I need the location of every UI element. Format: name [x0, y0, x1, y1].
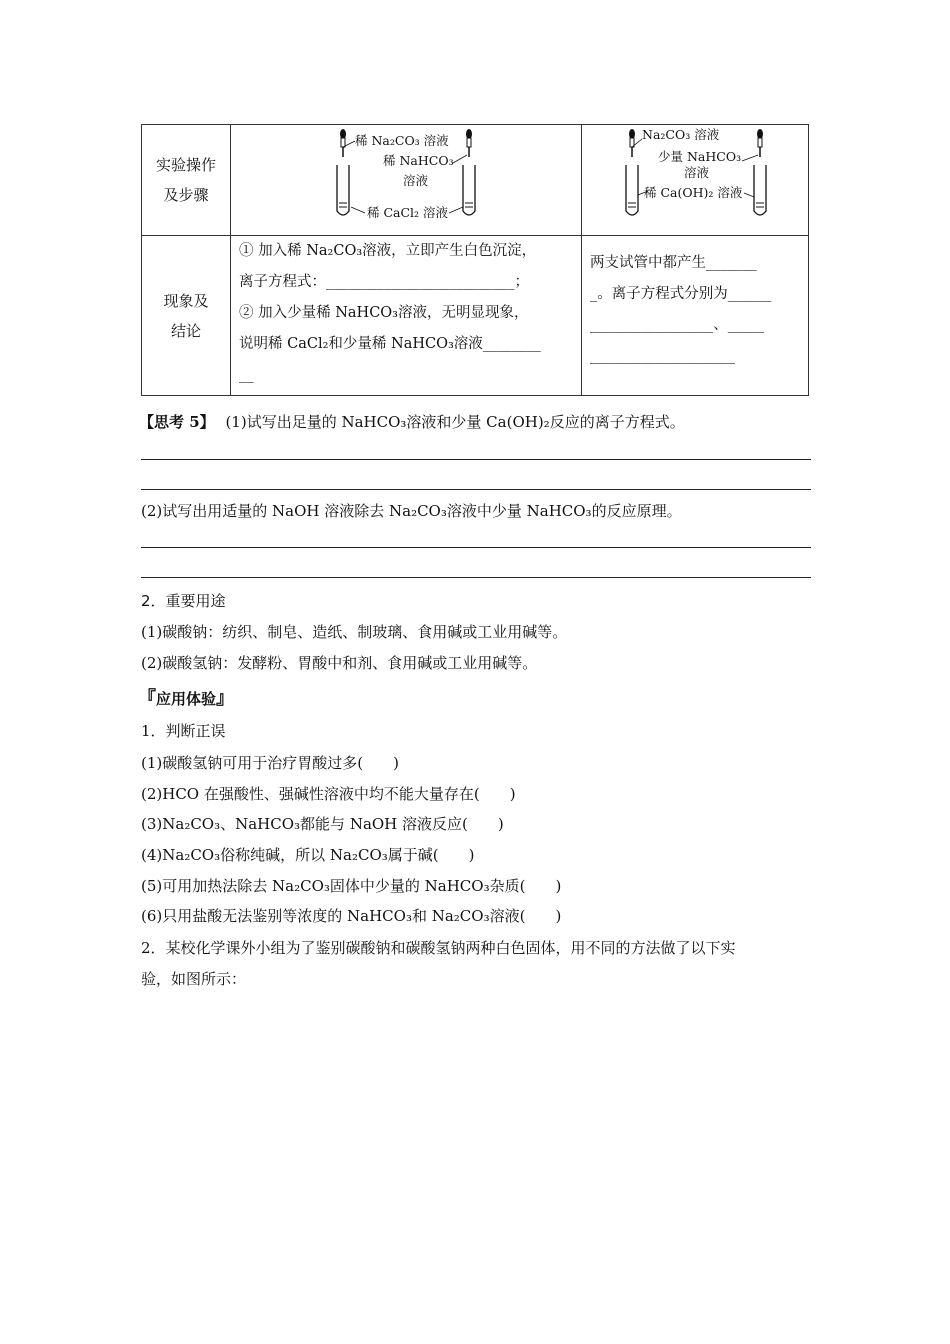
result-line: 说明稀 CaCl₂和少量稀 NaHCO₃溶液________ — [239, 336, 541, 352]
judge-item: (1)碳酸氢钠可用于治疗胃酸过多( ) — [141, 754, 399, 772]
answer-line — [141, 547, 811, 548]
uses-item: (1)碳酸钠：纺织、制皂、造纸、制玻璃、食用碱或工业用碱等。 — [141, 623, 568, 641]
result-line: __ — [239, 367, 254, 383]
result-line: _。离子方程式分别为______ — [590, 286, 772, 302]
answer-line — [141, 577, 811, 578]
caoh2-result-cell — [582, 236, 809, 396]
result-line: ② 加入少量稀 NaHCO₃溶液，无明显现象， — [239, 305, 529, 321]
right-test-tube-icon — [463, 165, 475, 215]
judge-item: (6)只用盐酸无法鉴别等浓度的 NaHCO₃和 Na₂CO₃溶液( ) — [141, 907, 562, 925]
left-dropper-icon — [340, 129, 346, 157]
right-dropper-icon — [466, 129, 472, 157]
label-caoh2: 稀 Ca(OH)₂ 溶液 — [644, 185, 743, 200]
label-solution: 溶液 — [403, 173, 429, 188]
section-title-text: 应用体验 — [156, 690, 217, 708]
phenomenon-header-line2: 结论 — [170, 321, 201, 340]
figure-cell-caoh2 — [582, 125, 809, 236]
judge-item: (5)可用加热法除去 Na₂CO₃固体中少量的 NaHCO₃杂质( ) — [141, 877, 562, 895]
phenomenon-header-line1: 现象及 — [163, 291, 209, 310]
operation-header-line1: 实验操作 — [155, 156, 216, 174]
experiment-table — [141, 124, 809, 396]
table-row-operation — [142, 125, 809, 236]
phenomenon-header — [142, 236, 231, 396]
right-test-tube-icon — [754, 165, 766, 215]
left-dropper-icon — [629, 129, 635, 157]
judge-item: (4)Na₂CO₃俗称纯碱，所以 Na₂CO₃属于碱( ) — [141, 846, 475, 864]
question2-line: 2．某校化学课外小组为了鉴别碳酸钠和碳酸氢钠两种白色固体，用不同的方法做了以下实 — [141, 939, 736, 957]
think5-question2: (2)试写出用适量的 NaOH 溶液除去 Na₂CO₃溶液中少量 NaHCO₃的反应原理。 — [141, 502, 682, 520]
question2-line: 验，如图所示： — [141, 970, 247, 988]
figure-cell-cacl2 — [231, 125, 582, 236]
answer-line — [141, 459, 811, 460]
label-solution: 溶液 — [684, 165, 710, 180]
result-line: _________________、_____ — [590, 317, 764, 333]
result-line: ① 加入稀 Na₂CO₃溶液，立即产生白色沉淀， — [239, 243, 537, 259]
label-na2co3: 稀 Na₂CO₃ 溶液 — [355, 133, 449, 148]
result-line: ____________________ — [590, 348, 735, 364]
operation-header-line2: 及步骤 — [163, 186, 209, 204]
right-dropper-icon — [757, 129, 763, 157]
judge-item: (3)Na₂CO₃、NaHCO₃都能与 NaOH 溶液反应( ) — [141, 815, 504, 833]
cacl2-test-figure — [231, 125, 581, 231]
answer-line — [141, 489, 811, 490]
label-na2co3: Na₂CO₃ 溶液 — [642, 127, 720, 142]
operation-header — [142, 125, 231, 236]
table-row-phenomenon — [142, 236, 809, 396]
uses-heading: 2．重要用途 — [141, 592, 226, 610]
result-line: 两支试管中都产生_______ — [590, 255, 757, 271]
think5-question1 — [139, 411, 685, 432]
left-test-tube-icon — [626, 165, 638, 215]
cacl2-result-cell — [231, 236, 582, 396]
uses-item: (2)碳酸氢钠：发酵粉、胃酸中和剂、食用碱或工业用碱等。 — [141, 654, 538, 672]
left-test-tube-icon — [337, 165, 349, 215]
label-cacl2: 稀 CaCl₂ 溶液 — [367, 205, 449, 220]
label-nahco3: 稀 NaHCO₃ — [383, 153, 454, 168]
result-line: 离子方程式：__________________________； — [239, 274, 529, 290]
question1-heading: 1．判断正误 — [141, 722, 226, 740]
judge-item: (2)HCO 在强酸性、强碱性溶液中均不能大量存在( ) — [141, 785, 516, 803]
label-nahco3: 少量 NaHCO₃ — [658, 149, 742, 164]
think5-q1-text: (1)试写出足量的 NaHCO₃溶液和少量 Ca(OH)₂反应的离子方程式。 — [225, 413, 685, 431]
think5-tag: 【思考 5】 — [139, 413, 215, 431]
section-title: 『应用体验』 — [138, 688, 235, 709]
caoh2-test-figure — [582, 125, 808, 231]
